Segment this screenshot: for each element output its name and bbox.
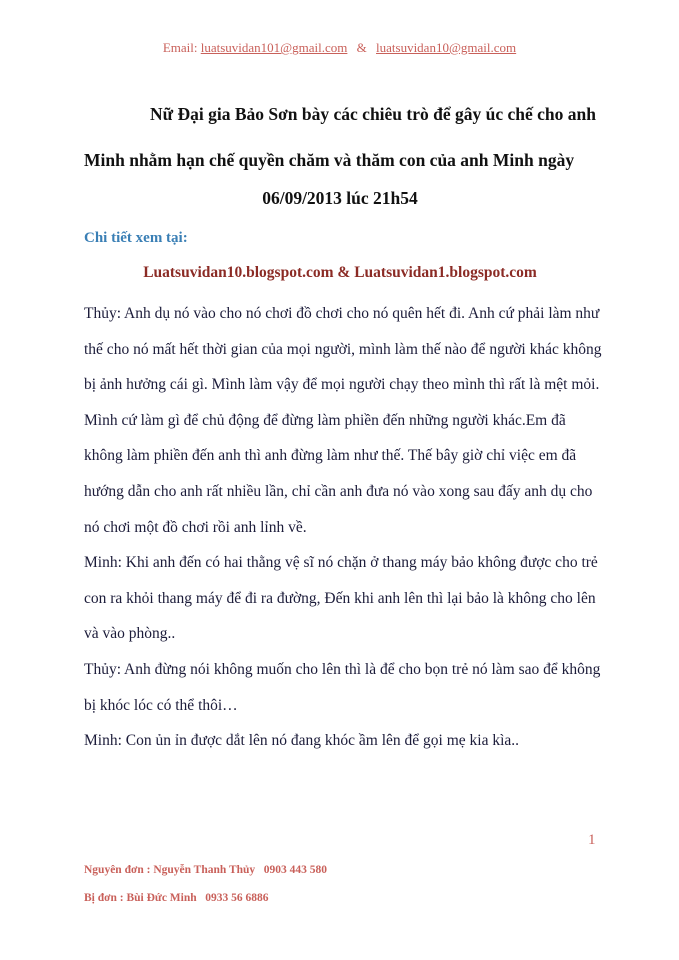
email-label: Email: xyxy=(162,40,198,55)
email-separator: & xyxy=(356,40,367,55)
page-number: 1 xyxy=(588,832,596,848)
transcript-paragraph: Minh: Con ủn ỉn được dắt lên nó đang khóc ầm lên để gọi mẹ kia kìa.. xyxy=(84,732,520,750)
document-title-line-3: 06/09/2013 lúc 21h54 xyxy=(262,188,418,208)
transcript-paragraph: Thủy: Anh đừng nói không muốn cho lên thì là để cho bọn trẻ nó làm sao để không bị khóc lóc có thể thôi… xyxy=(84,660,601,714)
footer-plaintiff: Nguyên đơn : Nguyễn Thanh Thủy 0903 443 580 xyxy=(84,864,328,876)
email-link-1[interactable]: luatsuvidan101@gmail.com xyxy=(200,40,348,55)
email-link-2[interactable]: luatsuvidan10@gmail.com xyxy=(376,40,517,55)
document-title-line-1: Nữ Đại gia Bảo Sơn bày các chiêu trò để gây úc chế cho anh xyxy=(149,104,596,124)
details-label: Chi tiết xem tại: xyxy=(84,230,188,246)
document-title-line-2: Minh nhằm hạn chế quyền chăm và thăm con của anh Minh ngày xyxy=(84,150,575,170)
transcript-body xyxy=(84,296,604,759)
transcript-paragraph: Thủy: Anh dụ nó vào cho nó chơi đồ chơi cho nó quên hết đi. Anh cứ phải làm như thế cho nó mất hết thời gian của mọi người, mình làm thế nào để người khác không bị ảnh hưởng cái gì. Mình làm vậy để mọi người chạy theo mình thì rất là mệt mỏi. Mình cứ làm gì để chủ động để đừng làm phiền đến những người khác.Em đã không làm phiền đến anh thì anh đừng làm như thế. Thế bây giờ chỉ việc em đã hướng dẫn cho anh rất nhiều lần, chỉ cần anh đưa nó vào xong sau đấy anh dụ cho nó chơi một đồ chơi rồi anh lỉnh về. xyxy=(84,305,602,536)
transcript-paragraph: Minh: Khi anh đến có hai thằng vệ sĩ nó chặn ở thang máy bảo không được cho trẻ con ra khỏi thang máy để đi ra đường, Đến khi anh lên thì lại bảo là không cho lên và vào phòng.. xyxy=(84,554,598,643)
footer-defendant: Bị đơn : Bùi Đức Minh 0933 56 6886 xyxy=(84,892,269,904)
blog-links[interactable]: Luatsuvidan10.blogspot.com & Luatsuvidan1.blogspot.com xyxy=(143,264,537,281)
header-email-line xyxy=(0,40,679,56)
